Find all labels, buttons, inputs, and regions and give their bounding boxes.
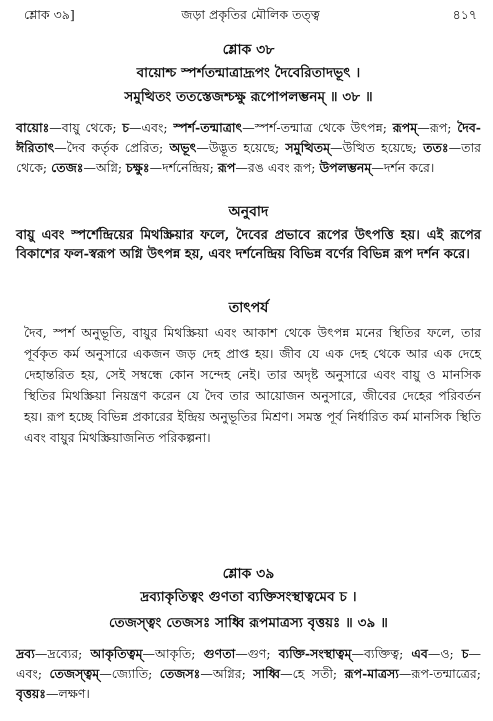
- synonym-item: [51, 160, 126, 175]
- synonym-item: [173, 120, 392, 135]
- synonym-item: [393, 120, 458, 135]
- synonym-item: [160, 666, 253, 681]
- synonym-term: সমুত্থিতম্: [285, 140, 331, 155]
- synonym-term: সাধ্বি: [253, 666, 281, 681]
- synonym-term: দ্রব্য: [16, 646, 35, 661]
- synonym-item: [218, 160, 320, 175]
- synonym-meaning: —অগ্নির;: [200, 666, 254, 681]
- synonym-meaning: —দ্রব্যের;: [34, 646, 91, 661]
- synonym-meaning: —হে সতী;: [280, 666, 345, 681]
- verse-39-synonyms: [16, 644, 481, 704]
- synonym-term: দৈব-ঈরিতাৎ: [16, 120, 481, 155]
- synonym-item: [345, 666, 482, 681]
- synonym-term: রূপ-মাত্রস্য: [344, 666, 399, 681]
- verse-38-synonyms: [16, 118, 481, 178]
- synonym-term: চক্ষুঃ: [126, 160, 150, 175]
- synonym-item: [285, 140, 423, 155]
- synonym-term: ব্যক্তি-সংস্থাত্বম্: [278, 646, 352, 661]
- synonym-meaning: —রঙ এবং রূপ;: [235, 160, 320, 175]
- verse-39-line-1: দ্রব্যাকৃতিত্বং গুণতা ব্যক্তিসংস্থাত্বমেব চ ।: [140, 589, 357, 605]
- synonym-meaning: —রূপ-তন্মাত্রের;: [398, 666, 481, 681]
- synonym-term: স্পর্শ-তন্মাত্রাৎ: [173, 120, 243, 135]
- synonym-meaning: —দর্শন করে।: [371, 160, 435, 175]
- running-head-title: জড়া প্রকৃতির মৌলিক তত্ত্ব: [181, 7, 320, 22]
- page-number: ৪১৭: [452, 7, 477, 22]
- synonym-meaning: —গুণ;: [235, 646, 279, 661]
- synonym-meaning: —দৈব কর্তৃক প্রেরিত;: [54, 140, 170, 155]
- synonym-term: গুণতা: [203, 646, 236, 661]
- purport-text: দৈব, স্পর্শ অনুভূতি, বায়ুর মিথস্ক্রিয়া এবং আকাশ থেকে উৎপন্ন মনের স্থিতির ফলে, তার পূর্বকৃত কর্ম অনুসারে একজন জড় দেহ প্রাপ্ত হয়। জীব যে এক দেহ থেকে আর এক দেহে দেহান্তরিত হয়, সেই সম্বন্ধে কোন সন্দেহ নেই। তার অদৃষ্ট অনুসারে এবং বায়ু ও মানসিক স্থিতির মিথস্ক্রিয়া নিয়ন্ত্রণ করেন যে দৈব তার আয়োজন অনুসারে, জীবের দেহের পরিবর্তন হয়। রূপ হচ্ছে বিভিন্ন প্রকারের ইন্দ্রিয় অনুভূতির মিশ্রণ। সমস্ত পূর্ব নির্ধারিত কর্ম মানসিক স্থিতি এবং বায়ুর মিথস্ক্রিয়াজনিত পরিকল্পনা।: [24, 325, 481, 445]
- synonym-meaning: —স্পর্শ-তন্মাত্র থেকে উৎপন্ন;: [242, 120, 393, 135]
- verse-38-title: শ্লোক ৩৮: [222, 42, 275, 58]
- synonym-meaning: —অগ্নি;: [83, 160, 127, 175]
- synonym-meaning: —উদ্ভূত হয়েছে;: [196, 140, 286, 155]
- synonym-term: রূপ: [217, 160, 236, 175]
- synonym-meaning: —এবং;: [16, 646, 481, 681]
- synonym-item: [169, 140, 285, 155]
- synonym-item: [320, 160, 435, 175]
- synonym-term: চ: [122, 120, 130, 135]
- synonym-item: [16, 646, 90, 661]
- verse-39-line-2: তেজস্ত্বং তেজসঃ সাধ্বি রূপমাত্রস্য বৃত্তয়ঃ ॥ ৩৯ ॥: [109, 615, 388, 631]
- verse-38-line-2: সমুত্থিতং ততস্তেজশ্চক্ষু রূপোপলম্ভনম্ ॥ ৩৮ ॥: [124, 89, 373, 105]
- synonym-meaning: —লক্ষণ।: [45, 686, 90, 701]
- synonym-term: বায়োঃ: [16, 120, 50, 135]
- synonym-item: [411, 646, 461, 661]
- synonym-item: [279, 646, 412, 661]
- synonym-meaning: —ও;: [427, 646, 462, 661]
- synonym-term: আকৃতিত্বম্: [90, 646, 143, 661]
- synonym-term: তেজঃ: [51, 160, 84, 175]
- synonym-meaning: —আকৃতি;: [142, 646, 204, 661]
- synonym-term: তেজসঃ: [159, 666, 201, 681]
- translation-heading: অনুবাদ: [228, 204, 269, 220]
- running-head-verse: শ্লোক ৩৯]: [24, 7, 75, 22]
- verse-38-line-1: বায়োশ্চ স্পর্শতন্মাত্রাদ্রূপং দৈবেরিতাদভূৎ ।: [136, 65, 361, 81]
- synonym-item: [126, 160, 218, 175]
- synonym-term: ততঃ: [423, 140, 449, 155]
- synonym-term: উপলম্ভনম্: [319, 160, 372, 175]
- page-header: [24, 7, 477, 25]
- synonym-item: [204, 646, 279, 661]
- synonym-term: রূপম্: [392, 120, 418, 135]
- synonym-item: [16, 120, 122, 135]
- translation-text: বায়ু এবং স্পর্শেন্দ্রিয়ের মিথস্ক্রিয়ার ফলে, দৈবের প্রভাবে রূপের উৎপত্তি হয়। এই রূপের বিকাশের ফল-স্বরূপ অগ্নি উৎপন্ন হয়, এবং দর্শনেন্দ্রিয় বিভিন্ন বর্ণের বিভিন্ন রূপ দর্শন করে।: [16, 228, 481, 262]
- synonym-item: [122, 120, 173, 135]
- synonym-item: [90, 646, 203, 661]
- synonym-term: তেজস্ত্বম্: [49, 666, 100, 681]
- synonym-term: এব: [411, 646, 428, 661]
- synonym-item: [16, 686, 90, 701]
- synonym-meaning: —এবং;: [129, 120, 174, 135]
- synonym-meaning: —দর্শনেন্দ্রিয়;: [149, 160, 218, 175]
- purport-heading: তাৎপর্য: [228, 300, 269, 316]
- synonym-item: [49, 666, 159, 681]
- synonym-term: বৃত্তয়ঃ: [16, 686, 46, 701]
- synonym-meaning: —তার থেকে;: [16, 140, 481, 175]
- synonym-meaning: —ব্যক্তিত্ব;: [351, 646, 412, 661]
- synonym-meaning: —জ্যোতি;: [99, 666, 160, 681]
- synonym-item: [253, 666, 344, 681]
- synonym-term: অভূৎ: [169, 140, 197, 155]
- synonym-meaning: —উত্থিত হয়েছে;: [330, 140, 424, 155]
- synonym-meaning: —রূপ;: [417, 120, 458, 135]
- synonym-term: চ: [461, 646, 469, 661]
- synonym-meaning: —বায়ু থেকে;: [49, 120, 123, 135]
- verse-39-title: শ্লোক ৩৯: [222, 566, 275, 582]
